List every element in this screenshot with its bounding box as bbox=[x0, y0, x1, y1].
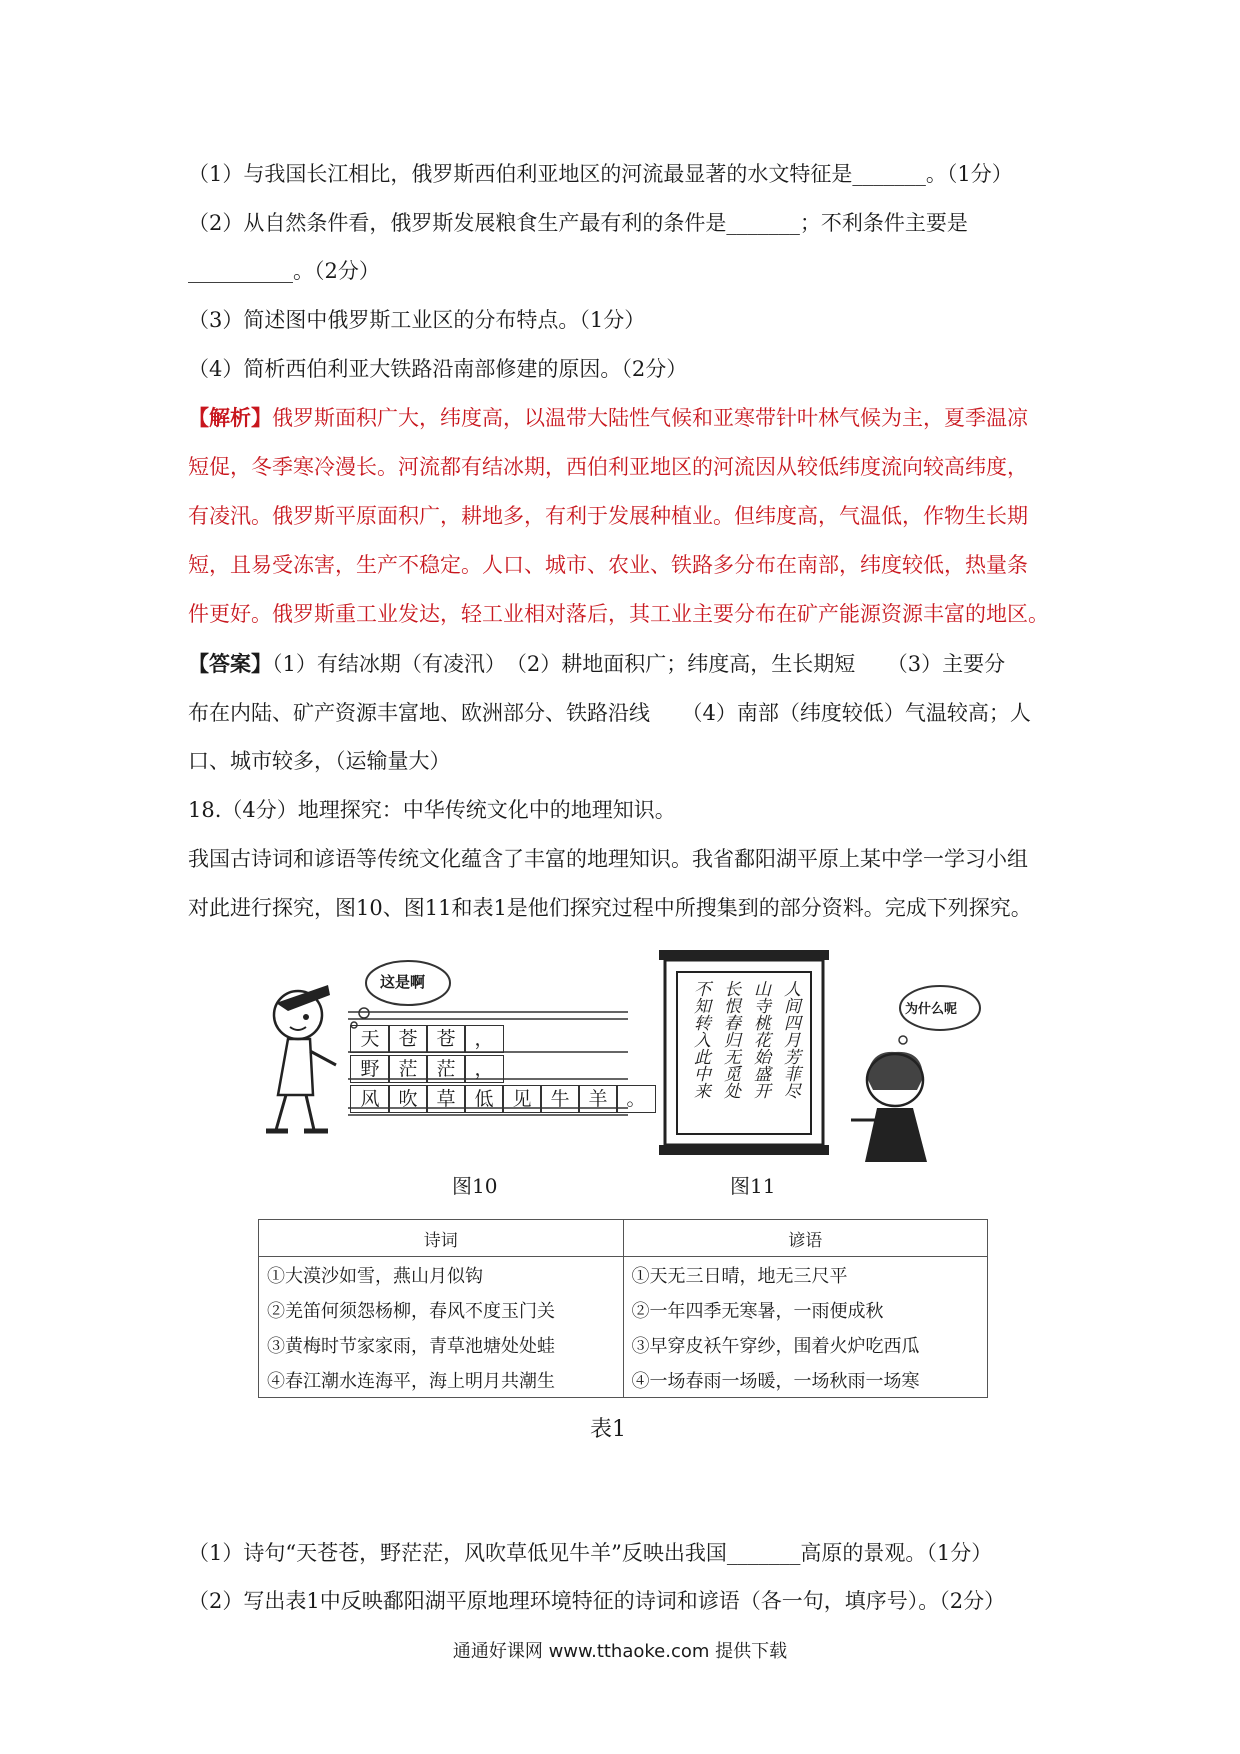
answer-line-3: 口、城市较多，（运输量大） bbox=[188, 749, 451, 773]
fig11-poem-column: 不知转入此中来 bbox=[690, 980, 710, 1099]
question-18-intro-1: 我国古诗词和谚语等传统文化蕴含了丰富的地理知识。我省鄱阳湖平原上某中学一学习小组 bbox=[188, 847, 1028, 871]
fig10-grid-cell: 茫 bbox=[426, 1055, 466, 1083]
fig10-grid-cell: 吹 bbox=[388, 1085, 428, 1113]
fig10-grid-cell: 草 bbox=[426, 1085, 466, 1113]
question-18-title: 18.（4分）地理探究：中华传统文化中的地理知识。 bbox=[188, 798, 676, 822]
fig11-poem-column: 山寺桃花始盛开 bbox=[750, 980, 770, 1099]
fig11-poem bbox=[689, 980, 801, 1130]
question-17-4: （4）简析西伯利亚大铁路沿南部修建的原因。（2分） bbox=[188, 357, 688, 381]
analysis-line-2: 短促，冬季寒冷漫长。河流都有结冰期，西伯利亚地区的河流因从较低纬度流向较高纬度， bbox=[188, 455, 1028, 479]
fig10-grid-cell: 风 bbox=[350, 1085, 390, 1113]
fig10-grid-cell: ， bbox=[464, 1025, 504, 1053]
fig10-grid-cell: 野 bbox=[350, 1055, 390, 1083]
analysis-line-5: 件更好。俄罗斯重工业发达，轻工业相对落后，其工业主要分布在矿产能源资源丰富的地区。 bbox=[188, 602, 1049, 626]
fig10-grid-cell: 天 bbox=[350, 1025, 390, 1053]
question-17-2a: （2）从自然条件看，俄罗斯发展粮食生产最有利的条件是_______；不利条件主要是 bbox=[188, 211, 968, 235]
analysis-line-1 bbox=[188, 403, 1028, 433]
question-17-2b: __________。（2分） bbox=[188, 259, 380, 283]
table-cell: ③早穿皮袄午穿纱，围着火炉吃西瓜 bbox=[623, 1327, 988, 1362]
table-row bbox=[259, 1257, 988, 1293]
answer-line-1 bbox=[188, 649, 1005, 679]
figure-11 bbox=[655, 950, 985, 1165]
table-cell: ①大漠沙如雪，燕山月似钩 bbox=[259, 1257, 624, 1293]
question-18-2: （2）写出表1中反映鄱阳湖平原地理环境特征的诗词和谚语（各一句，填序号）。（2分） bbox=[188, 1589, 1006, 1613]
fig10-grid-cell: 苍 bbox=[388, 1025, 428, 1053]
table-row bbox=[259, 1292, 988, 1327]
fig10-grid-cell: ， bbox=[464, 1055, 504, 1083]
question-17-3: （3）简述图中俄罗斯工业区的分布特点。（1分） bbox=[188, 308, 646, 332]
fig11-bubble-text: 为什么呢 bbox=[905, 1002, 958, 1017]
figure-11-caption: 图11 bbox=[730, 1174, 776, 1198]
answer-text: （1）有结冰期（有凌汛） （2）耕地面积广；纬度高，生长期短 （3）主要分 bbox=[272, 652, 1006, 676]
analysis-text: 俄罗斯面积广大，纬度高，以温带大陆性气候和亚寒带针叶林气候为主，夏季温凉 bbox=[272, 406, 1028, 430]
answer-label: 【答案】 bbox=[188, 651, 272, 676]
table-header-proverbs: 谚语 bbox=[623, 1220, 988, 1257]
table-cell: ①天无三日晴，地无三尺平 bbox=[623, 1257, 988, 1293]
fig11-poem-column: 人间四月芳菲尽 bbox=[780, 980, 800, 1099]
table-cell: ④春江潮水连海平，海上明月共潮生 bbox=[259, 1362, 624, 1398]
figure-10-caption: 图10 bbox=[452, 1174, 498, 1198]
table-1 bbox=[258, 1219, 988, 1398]
table-cell: ③黄梅时节家家雨，青草池塘处处蛙 bbox=[259, 1327, 624, 1362]
page-footer: 通通好课网 www.tthaoke.com 提供下载 bbox=[452, 1641, 788, 1662]
table-row bbox=[259, 1362, 988, 1398]
table-1-caption: 表1 bbox=[590, 1417, 626, 1442]
figure-10 bbox=[258, 955, 646, 1155]
table-row bbox=[259, 1327, 988, 1362]
fig10-grid-cell: 苍 bbox=[426, 1025, 466, 1053]
fig10-grid-cell: 见 bbox=[502, 1085, 542, 1113]
question-18-intro-2: 对此进行探究，图10、图11和表1是他们探究过程中所搜集到的部分资料。完成下列探究。 bbox=[188, 896, 1032, 920]
analysis-label: 【解析】 bbox=[188, 405, 272, 430]
fig10-grid-cell: 。 bbox=[616, 1085, 656, 1113]
fig10-grid-cell: 羊 bbox=[578, 1085, 618, 1113]
table-cell: ②羌笛何须怨杨柳，春风不度玉门关 bbox=[259, 1292, 624, 1327]
answer-line-2: 布在内陆、矿产资源丰富地、欧洲部分、铁路沿线 （4）南部（纬度较低）气温较高；人 bbox=[188, 701, 1031, 725]
fig10-grid-cell: 牛 bbox=[540, 1085, 580, 1113]
fig10-grid-cell: 低 bbox=[464, 1085, 504, 1113]
fig10-bubble-text: 这是啊 bbox=[380, 973, 426, 991]
table-header-poems: 诗词 bbox=[259, 1220, 624, 1257]
question-18-1: （1）诗句“天苍苍，野茫茫，风吹草低见牛羊”反映出我国_______高原的景观。（1分） bbox=[188, 1541, 993, 1565]
analysis-line-4: 短，且易受冻害，生产不稳定。人口、城市、农业、铁路多分布在南部，纬度较低，热量条 bbox=[188, 553, 1028, 577]
table-cell: ④一场春雨一场暖，一场秋雨一场寒 bbox=[623, 1362, 988, 1398]
question-17-1: （1）与我国长江相比，俄罗斯西伯利亚地区的河流最显著的水文特征是_______。（1分） bbox=[188, 162, 1013, 186]
fig10-grid-cell: 茫 bbox=[388, 1055, 428, 1083]
fig11-poem-column: 长恨春归无觅处 bbox=[720, 980, 740, 1099]
analysis-line-3: 有凌汛。俄罗斯平原面积广，耕地多，有利于发展种植业。但纬度高，气温低，作物生长期 bbox=[188, 504, 1028, 528]
table-cell: ②一年四季无寒暑，一雨便成秋 bbox=[623, 1292, 988, 1327]
